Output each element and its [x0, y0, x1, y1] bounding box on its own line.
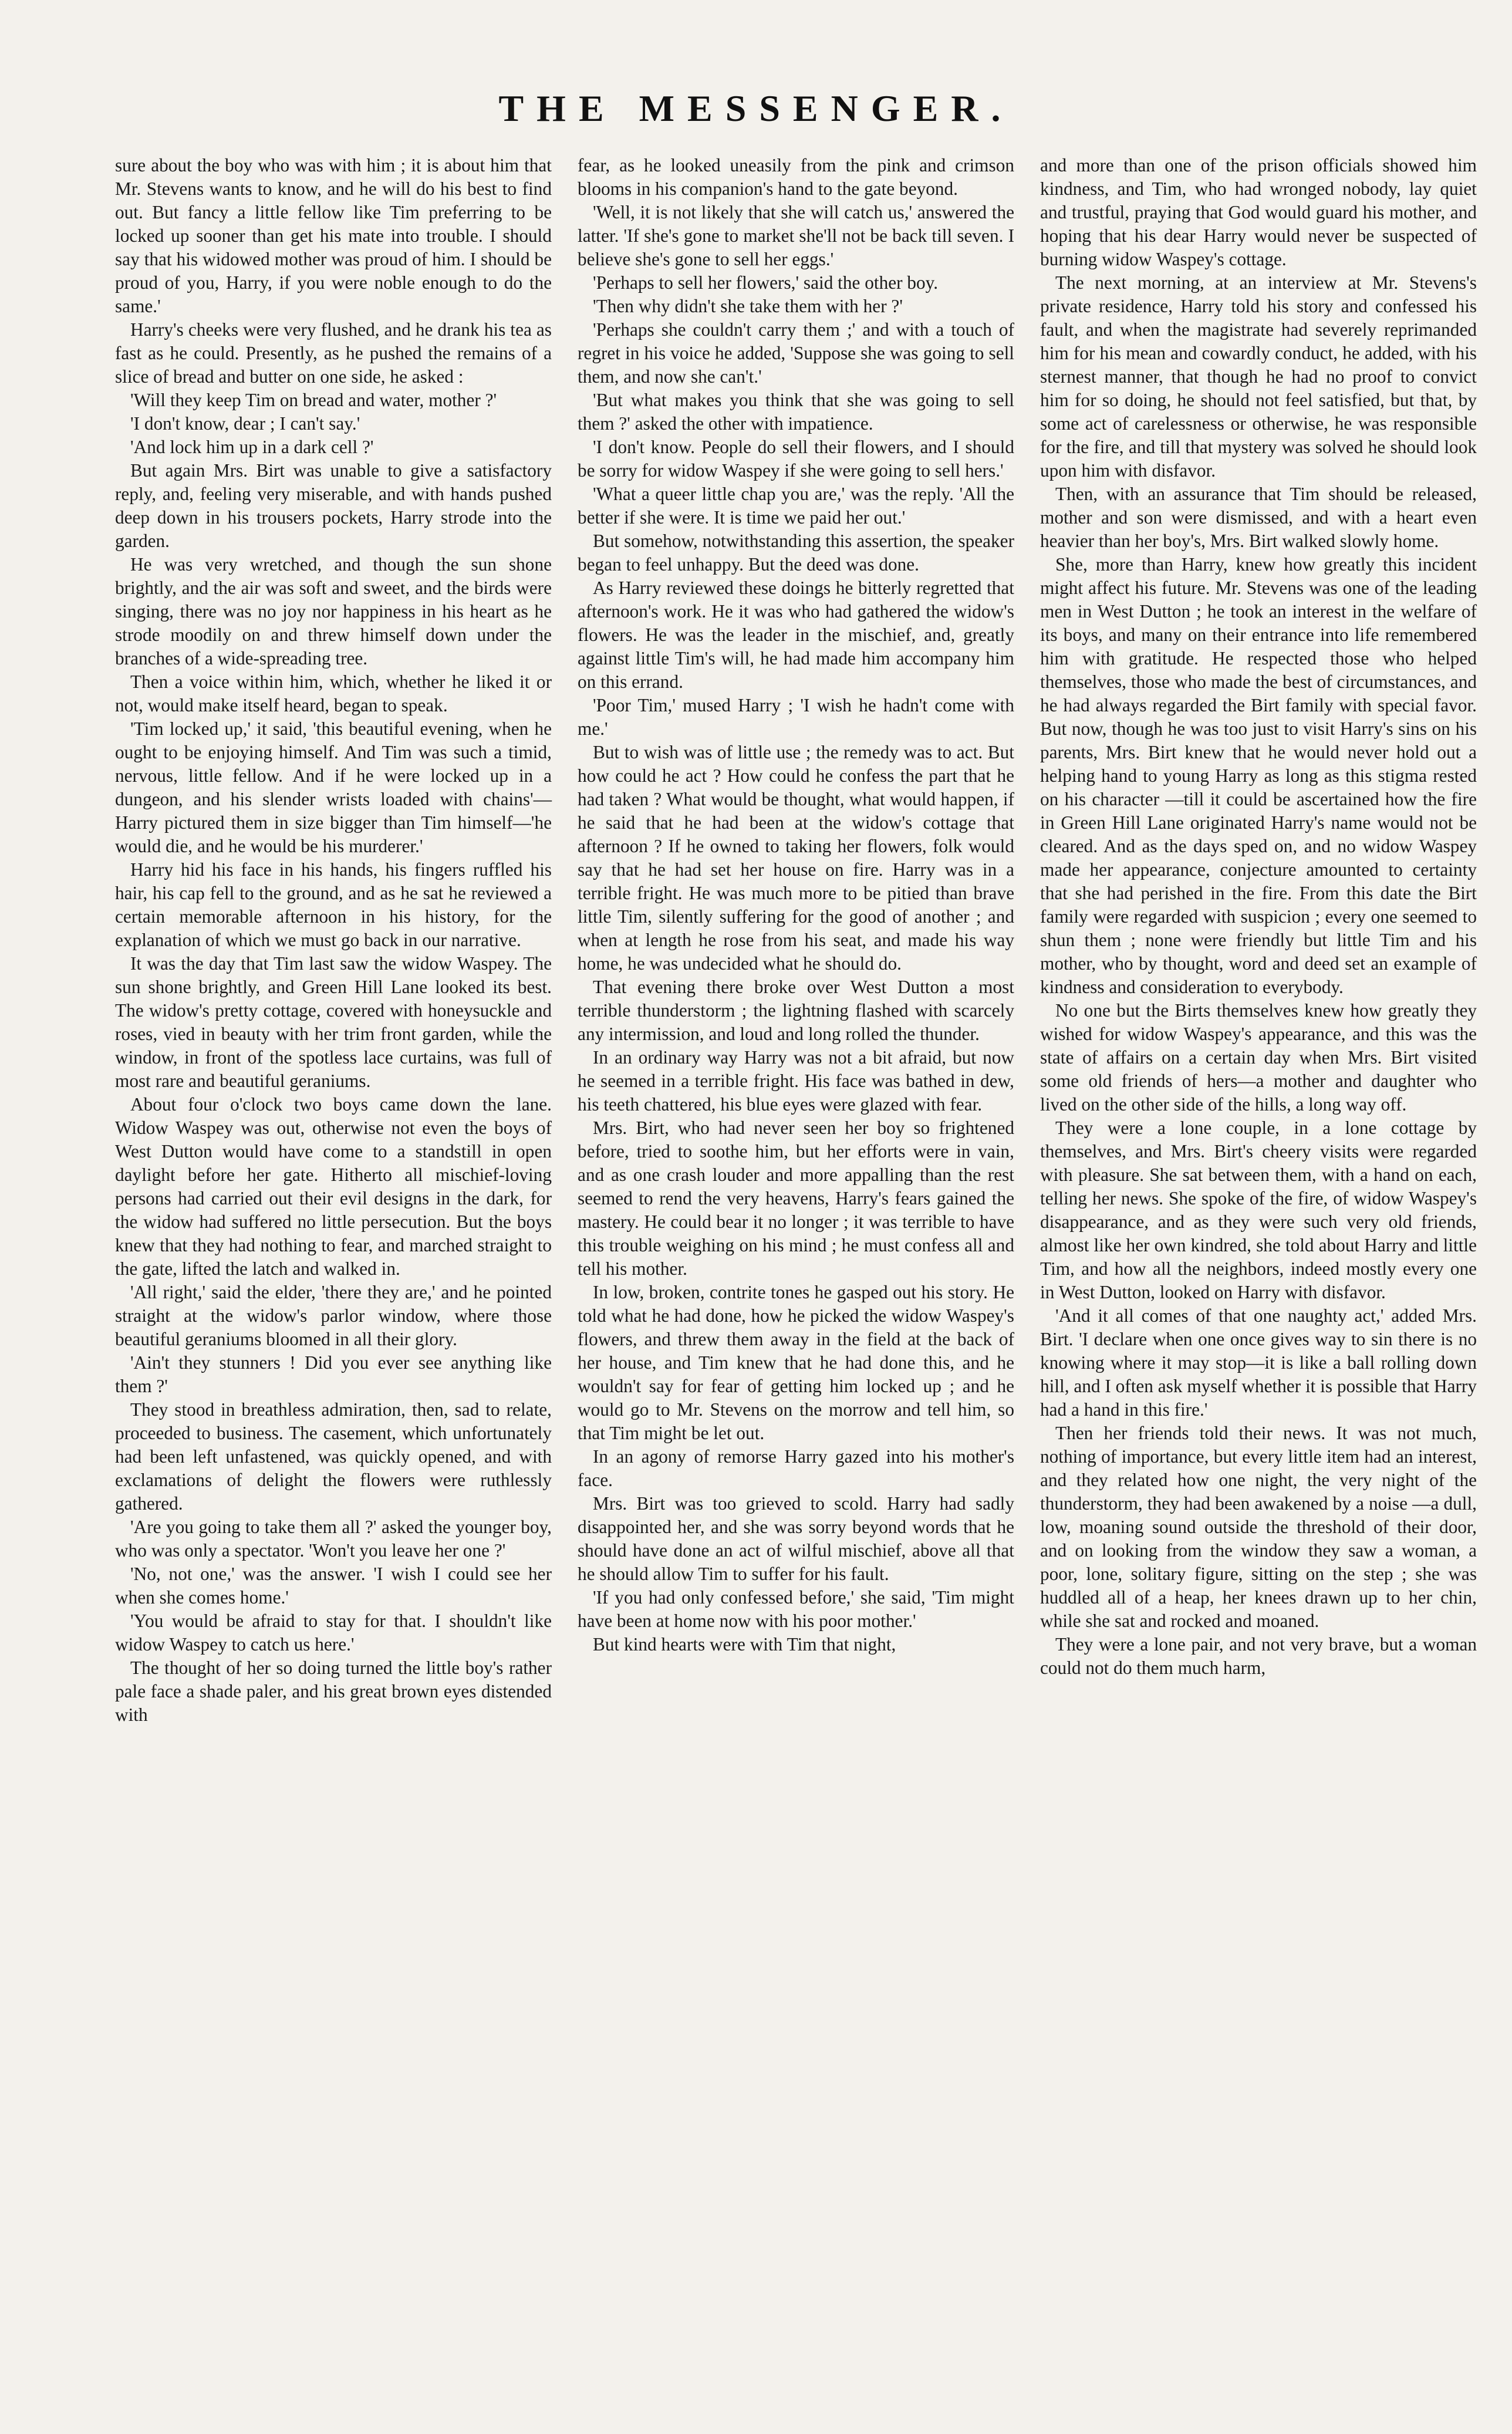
article-paragraph: 'All right,' said the elder, 'there they are,' and he pointed straight at the widow's parlor window, where those beautiful geraniums bloomed in all their glory.: [115, 1282, 552, 1349]
article-paragraph: No one but the Birts themselves knew how greatly they wished for widow Waspey's appearance, and this was the state of affairs on a certain day when Mrs. Birt visited some old friends of hers—a mother and daughter who lived on the other side of the hills, a long way off.: [1040, 1000, 1477, 1115]
article-paragraph: 'Poor Tim,' mused Harry ; 'I wish he hadn't come with me.': [578, 695, 1014, 739]
article-paragraph: 'And it all comes of that one naughty act,' added Mrs. Birt. 'I declare when one once gives way to sin there is no knowing where it may stop—it is like a ball rolling down hill, and I often ask myself whether it is possible that Harry had a hand in this fire.': [1040, 1305, 1477, 1420]
article-paragraph: Mrs. Birt, who had never seen her boy so frightened before, tried to soothe him, but her efforts were in vain, and as one crash louder and more appalling than the rest seemed to rend the very heavens, Harry's fears gained the mastery. He could bear it no longer ; it was terrible to have this trouble weighing on his mind ; he must confess all and tell his mother.: [578, 1118, 1014, 1279]
article-paragraph: The thought of her so doing turned the little boy's rather pale face a shade paler, and his great brown eyes distended with: [115, 1657, 552, 1725]
column-1: [115, 154, 552, 1727]
article-paragraph: 'And lock him up in a dark cell ?': [130, 437, 374, 457]
article-paragraph: The next morning, at an interview at Mr. Stevens's private residence, Harry told his story and confessed his fault, and when the magistrate had severely reprimanded him for his mean and cowardly conduct, he added, with his sternest manner, that though he had no proof to convict him for so doing, he should not feel satisfied, but that, by some act of carelessness or otherwise, he was responsible for the fire, and till that mystery was solved he should look upon him with disfavor.: [1040, 272, 1477, 481]
article-paragraph: In an ordinary way Harry was not a bit afraid, but now he seemed in a terrible fright. His face was bathed in dew, his teeth chattered, his blue eyes were glazed with fear.: [578, 1047, 1014, 1115]
article-paragraph: 'What a queer little chap you are,' was the reply. 'All the better if she were. It is time we paid her out.': [578, 484, 1014, 528]
column-3: [1040, 154, 1477, 1727]
article-paragraph: They stood in breathless admiration, then, sad to relate, proceeded to business. The casement, which unfortunately had been left unfastened, was quickly opened, and with exclamations of delight the flowers were ruthlessly gathered.: [115, 1399, 552, 1514]
article-paragraph: But somehow, notwithstanding this assertion, the speaker began to feel unhappy. But the deed was done.: [578, 531, 1014, 575]
article-paragraph: and more than one of the prison officials showed him kindness, and Tim, who had wronged nobody, lay quiet and trustful, praying that God would guard his mother, and hoping that his dear Harry would never be suspected of burning widow Waspey's cottage.: [1040, 155, 1477, 269]
article-paragraph: In an agony of remorse Harry gazed into his mother's face.: [578, 1446, 1014, 1490]
article-paragraph: As Harry reviewed these doings he bitterly regretted that afternoon's work. He it was who had gathered the widow's flowers. He was the leader in the mischief, and, greatly against little Tim's will, he had made him accompany him on this errand.: [578, 578, 1014, 692]
article-paragraph: Then, with an assurance that Tim should be released, mother and son were dismissed, and with a heart even heavier than her boy's, Mrs. Birt walked slowly home.: [1040, 484, 1477, 551]
article-paragraph: fear, as he looked uneasily from the pink and crimson blooms in his companion's hand to the gate beyond.: [578, 155, 1014, 199]
article-paragraph: 'Tim locked up,' it said, 'this beautiful evening, when he ought to be enjoying himself. And Tim was such a timid, nervous, little fellow. And if he were locked up in a dungeon, and his slender wrists loaded with chains'—Harry pictured them in size bigger than Tim himself—'he would die, and he would be his murderer.': [115, 718, 552, 856]
article-paragraph: That evening there broke over West Dutton a most terrible thunderstorm ; the lightning flashed with scarcely any intermission, and loud and long rolled the thunder.: [578, 977, 1014, 1044]
article-paragraph: 'Well, it is not likely that she will catch us,' answered the latter. 'If she's gone to market she'll not be back till seven. I believe she's gone to sell her eggs.': [578, 202, 1014, 269]
article-paragraph: In low, broken, contrite tones he gasped out his story. He told what he had done, how he picked the widow Waspey's flowers, and threw them away in the field at the back of her house, and Tim knew that he had done this, and he wouldn't say for fear of getting him locked up ; and he would go to Mr. Stevens on the morrow and tell him, so that Tim might be let out.: [578, 1282, 1014, 1443]
article-paragraph: Then a voice within him, which, whether he liked it or not, would make itself heard, began to speak.: [115, 671, 552, 715]
article-paragraph: 'You would be afraid to stay for that. I shouldn't like widow Waspey to catch us here.': [115, 1611, 552, 1655]
article-paragraph: Mrs. Birt was too grieved to scold. Harry had sadly disappointed her, and she was sorry beyond words that he should have done an act of wilful mischief, above all that he should allow Tim to suffer for his fault.: [578, 1493, 1014, 1584]
article-paragraph: It was the day that Tim last saw the widow Waspey. The sun shone brightly, and Green Hill Lane looked its best. The widow's pretty cottage, covered with honeysuckle and roses, vied in beauty with her trim front garden, while the window, in front of the spotless lace curtains, was full of most rare and beautiful geraniums.: [115, 953, 552, 1091]
article-paragraph: Harry's cheeks were very flushed, and he drank his tea as fast as he could. Presently, as he pushed the remains of a slice of bread and butter on one side, he asked :: [115, 319, 552, 387]
article-paragraph: 'Then why didn't she take them with her ?': [593, 296, 903, 316]
article-paragraph: But kind hearts were with Tim that night,: [593, 1634, 896, 1655]
article-paragraph: 'I don't know, dear ; I can't say.': [130, 413, 360, 434]
article-paragraph: 'But what makes you think that she was going to sell them ?' asked the other with impatience.: [578, 390, 1014, 434]
article-paragraph: 'No, not one,' was the answer. 'I wish I could see her when she comes home.': [115, 1564, 552, 1608]
article-paragraph: 'Ain't they stunners ! Did you ever see anything like them ?': [115, 1352, 552, 1396]
article-paragraph: He was very wretched, and though the sun shone brightly, and the air was soft and sweet, and the birds were singing, there was no joy nor happiness in his heart as he strode moodily on and threw himself down under the branches of a wide-spreading tree.: [115, 554, 552, 669]
article-paragraph: They were a lone pair, and not very brave, but a woman could not do them much harm,: [1040, 1634, 1477, 1678]
article-paragraph: sure about the boy who was with him ; it is about him that Mr. Stevens wants to know, and he will do his best to find out. But fancy a little fellow like Tim preferring to be locked up sooner than get his mate into trouble. I should say that his widowed mother was proud of him. I should be proud of you, Harry, if you were noble enough to do the same.': [115, 155, 552, 316]
article-paragraph: 'Are you going to take them all ?' asked the younger boy, who was only a spectator. 'Won't you leave her one ?': [115, 1517, 552, 1561]
article-paragraph: But again Mrs. Birt was unable to give a satisfactory reply, and, feeling very miserable, and with hands pushed deep down in his trousers pockets, Harry strode into the garden.: [115, 460, 552, 551]
article-paragraph: 'If you had only confessed before,' she said, 'Tim might have been at home now with his poor mother.': [578, 1587, 1014, 1631]
article-paragraph: 'I don't know. People do sell their flowers, and I should be sorry for widow Waspey if she were going to sell hers.': [578, 437, 1014, 481]
article-paragraph: About four o'clock two boys came down the lane. Widow Waspey was out, otherwise not even the boys of West Dutton would have come to a standstill in open daylight before her gate. Hitherto all mischief-loving persons had carried out their evil designs in the dark, for the widow had suffered no little persecution. But the boys knew that they had nothing to fear, and marched straight to the gate, lifted the latch and walked in.: [115, 1094, 552, 1279]
masthead: THE MESSENGER.: [498, 87, 1014, 129]
column-2: [578, 154, 1014, 1727]
article-paragraph: She, more than Harry, knew how greatly this incident might affect his future. Mr. Stevens was one of the leading men in West Dutton ; he took an interest in the welfare of its boys, and many on their entrance into life remembered him with gratitude. He respected those who helped themselves, those who made the best of circumstances, and he had always regarded the Birt family with special favor. But now, though he was too just to visit Harry's sins on his parents, Mrs. Birt knew that he would never hold out a helping hand to young Harry as long as this stigma rested on his character —till it could be ascertained how the fire in Green Hill Lane originated Harry's name would not be cleared. And as the days sped on, and no widow Waspey made her appearance, conjecture amounted to certainty that she had perished in the fire. From this date the Birt family were regarded with suspicion ; every one seemed to shun them ; none were friendly but little Tim and his mother, who by thought, word and deed set an example of kindness and consideration to everybody.: [1040, 554, 1477, 997]
article-columns: [115, 154, 1512, 1727]
article-paragraph: Harry hid his face in his hands, his fingers ruffled his hair, his cap fell to the ground, and as he sat he reviewed a certain memorable afternoon in his history, for the explanation of which we must go back in our narrative.: [115, 859, 552, 950]
article-paragraph: They were a lone couple, in a lone cottage by themselves, and Mrs. Birt's cheery visits were regarded with pleasure. She sat between them, with a hand on each, telling her news. She spoke of the fire, of widow Waspey's disappearance, and as they were such very old friends, almost like her own kindred, she told about Harry and little Tim, and how all the neighbors, indeed mostly every one in West Dutton, looked on Harry with disfavor.: [1040, 1118, 1477, 1302]
article-paragraph: 'Perhaps she couldn't carry them ;' and with a touch of regret in his voice he added, 'Suppose she was going to sell them, and now she can't.': [578, 319, 1014, 387]
article-paragraph: 'Will they keep Tim on bread and water, mother ?': [130, 390, 497, 410]
article-paragraph: But to wish was of little use ; the remedy was to act. But how could he act ? How could he confess the part that he had taken ? What would be thought, what would happen, if he said that he had been at the widow's cottage that afternoon ? If he owned to taking her flowers, folk would say that he had set her house on fire. Harry was in a terrible fright. He was much more to be pitied than brave little Tim, silently suffering for the good of another ; and when at length he rose from his seat, and made his way home, he was undecided what he should do.: [578, 742, 1014, 974]
article-paragraph: Then her friends told their news. It was not much, nothing of importance, but every little item had an interest, and they related how one night, the very night of the thunderstorm, they had been awakened by a noise —a dull, low, moaning sound outside the threshold of their door, and on looking from the window they saw a woman, a poor, lone, solitary figure, sitting on the step ; she was huddled all of a heap, her knees drawn up to her chin, while she sat and rocked and moaned.: [1040, 1423, 1477, 1631]
article-paragraph: 'Perhaps to sell her flowers,' said the other boy.: [593, 272, 939, 293]
